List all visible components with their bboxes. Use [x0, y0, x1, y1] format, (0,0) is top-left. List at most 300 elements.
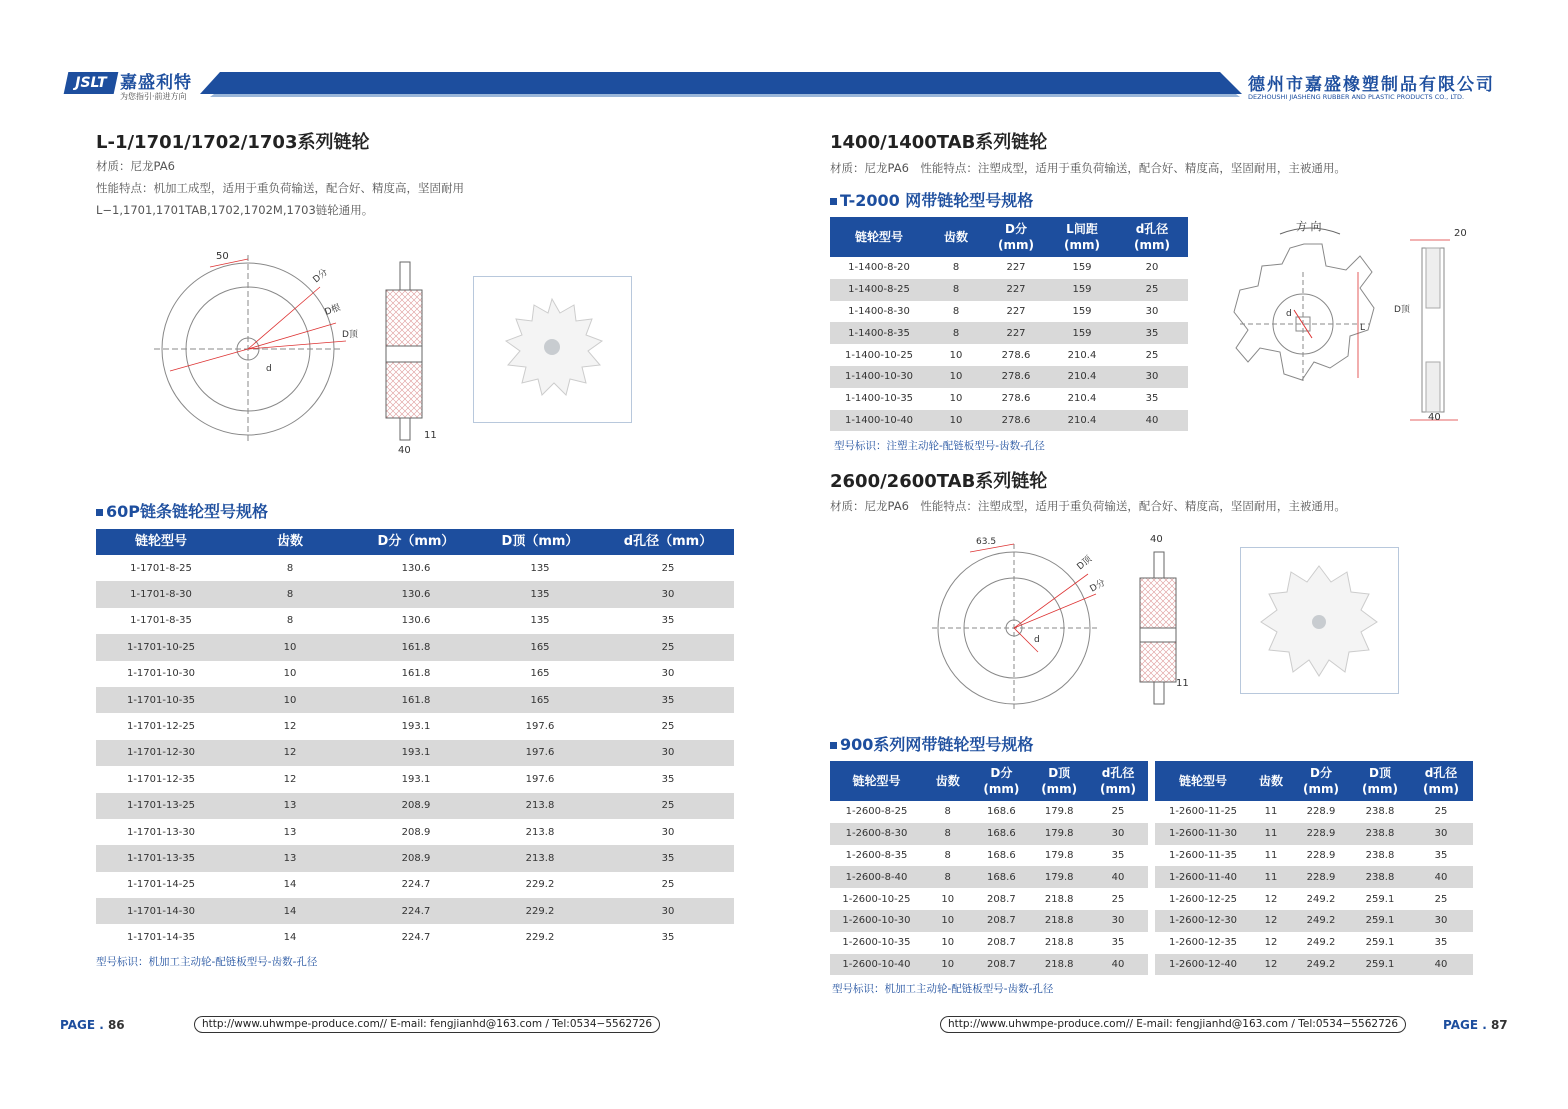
table-cell: 135 [530, 615, 550, 627]
table-cell: 30 [1409, 823, 1473, 845]
table-cell: 1-1400-10-25 [844, 349, 914, 361]
th-model: 链轮型号 [830, 761, 923, 801]
table-cell: 197.6 [525, 773, 555, 785]
company-name-en: DEZHOUSHI JIASHENG RUBBER AND PLASTIC PRODUCTS CO., LTD. [1248, 93, 1465, 101]
table-cell: 249.2 [1291, 954, 1351, 976]
table-cell: 14 [283, 879, 297, 891]
table-row [96, 608, 734, 634]
table-cell: 25 [661, 562, 675, 574]
table-cell: 168.6 [972, 866, 1030, 888]
table-cell: 35 [1145, 393, 1159, 405]
table-cell: 1-1400-10-35 [844, 393, 914, 405]
table-row [830, 388, 1188, 410]
table-cell: 13 [283, 826, 297, 838]
th-model: 链轮型号 [1155, 761, 1251, 801]
table-row [830, 823, 1148, 845]
dim-dfen: D分 [311, 267, 331, 286]
table-cell: 10 [923, 954, 973, 976]
table-cell: 165 [478, 687, 602, 713]
dim-direction: 方 向 [1296, 220, 1322, 233]
sprocket-2600-front-drawing [928, 530, 1124, 710]
footer-contact-right[interactable]: http://www.uhwmpe-produce.com// E-mail: fengjianhd@163.com / Tel:0534−5562726 [940, 1016, 1406, 1033]
dim-dfen: D分 [1088, 577, 1108, 595]
table-cell: 278.6 [1001, 393, 1031, 405]
table-cell: 35 [1434, 849, 1448, 861]
right-section-title-1400: 1400/1400TAB系列链轮 [830, 132, 1048, 153]
table-cell: 25 [602, 634, 734, 660]
table-cell: 278.6 [1001, 349, 1031, 361]
table-cell: 208.7 [987, 893, 1016, 905]
table-cell: 210.4 [1048, 410, 1116, 432]
dim-d: d [266, 364, 272, 374]
table-cell: 1-2600-10-40 [830, 954, 923, 976]
table-cell: 259.1 [1365, 937, 1395, 949]
th-model: 链轮型号 [96, 529, 226, 555]
table-row [1155, 910, 1473, 932]
table-cell: 1-1701-14-35 [126, 932, 196, 944]
sprocket-2600-side-drawing [1130, 532, 1194, 708]
table-cell: 135 [530, 562, 550, 574]
table-cell: 35 [1434, 937, 1448, 949]
table-cell: 249.2 [1306, 937, 1336, 949]
th-teeth: 齿数 [923, 761, 973, 801]
th-dfen: D分 (mm) [1291, 761, 1351, 801]
right-desc-1400: 材质：尼龙PA6 性能特点：注塑成型，适用于重负荷输送，配合好、精度高，坚固耐用，主被通用。 [830, 161, 1346, 175]
table-row [96, 924, 734, 950]
table-cell: 1-2600-8-25 [845, 806, 908, 818]
table-cell: 35 [602, 845, 734, 871]
table-cell: 1-2600-12-30 [1155, 910, 1251, 932]
table-cell: 249.2 [1306, 893, 1336, 905]
th-bore: d孔径 (mm) [1116, 217, 1188, 257]
table-cell: 1-1701-12-35 [126, 773, 196, 785]
dim-dding: D顶 [1394, 305, 1410, 315]
table-row [1155, 888, 1473, 910]
table-cell: 161.8 [354, 634, 478, 660]
table-row [1155, 801, 1473, 823]
table-cell: 210.4 [1067, 349, 1097, 361]
table-cell: 13 [226, 793, 354, 819]
table-cell: 159 [1072, 262, 1092, 274]
table-cell: 179.8 [1044, 806, 1074, 818]
company-logo: JSLT [64, 72, 119, 94]
table-cell: 25 [602, 793, 734, 819]
table-cell: 208.9 [354, 793, 478, 819]
table-cell: 35 [661, 773, 675, 785]
table-60p-sprocket [96, 529, 734, 951]
table-cell: 11 [1264, 806, 1278, 818]
table-cell: 165 [478, 634, 602, 660]
th-dding: D顶 (mm) [1030, 761, 1088, 801]
table-cell: 1-1701-12-25 [126, 721, 196, 733]
table-cell: 1-1701-10-35 [96, 687, 226, 713]
table-cell: 218.8 [1030, 954, 1088, 976]
table-cell: 218.8 [1044, 893, 1074, 905]
table-cell: 1-2600-8-40 [830, 866, 923, 888]
table-cell: 227 [984, 279, 1048, 301]
table-cell: 229.2 [525, 879, 555, 891]
table-cell: 35 [661, 615, 675, 627]
table-cell: 1-1400-8-30 [848, 305, 910, 317]
th-lspacing: L间距 (mm) [1048, 217, 1116, 257]
table-cell: 8 [928, 279, 984, 301]
table-cell: 179.8 [1030, 866, 1088, 888]
left-section-title: L-1/1701/1702/1703系列链轮 [96, 132, 370, 153]
table-900-sprocket-b [1155, 761, 1473, 975]
th-bore: d孔径 (mm) [1088, 761, 1148, 801]
right-caption-1400: 型号标识：注塑主动轮-配链板型号-齿数-孔径 [834, 440, 1045, 452]
table-cell: 224.7 [401, 932, 431, 944]
th-teeth: 齿数 [928, 217, 984, 257]
table-row [96, 793, 734, 819]
table-cell: 135 [478, 581, 602, 607]
table-cell: 130.6 [401, 615, 431, 627]
th-teeth: 齿数 [1251, 761, 1291, 801]
table-cell: 10 [226, 634, 354, 660]
table-cell: 1-1400-10-40 [830, 410, 928, 432]
table-cell: 1-2600-12-35 [1168, 937, 1238, 949]
sprocket-1400-drawing [1210, 212, 1480, 430]
table-cell: 12 [1264, 893, 1278, 905]
table-cell: 259.1 [1351, 910, 1409, 932]
table-row [830, 257, 1188, 279]
sprocket-1701-front-drawing [150, 245, 370, 455]
table-row [830, 301, 1188, 323]
table-cell: 35 [1116, 322, 1188, 344]
table-cell: 278.6 [984, 410, 1048, 432]
table-cell: 8 [226, 581, 354, 607]
table-cell: 168.6 [987, 849, 1016, 861]
table-cell: 25 [1111, 806, 1125, 818]
table-cell: 30 [602, 740, 734, 766]
footer-contact-left[interactable]: http://www.uhwmpe-produce.com// E-mail: fengjianhd@163.com / Tel:0534−5562726 [194, 1016, 660, 1033]
table-cell: 8 [923, 823, 973, 845]
table-cell: 238.8 [1365, 849, 1395, 861]
brand-slogan: 为您指引·前进方向 [120, 92, 187, 101]
table-cell: 249.2 [1291, 910, 1351, 932]
dim-63-5: 63.5 [976, 537, 997, 547]
table-cell: 227 [984, 322, 1048, 344]
table-cell: 1-1400-8-35 [830, 322, 928, 344]
table-cell: 20 [1145, 262, 1159, 274]
table-cell: 10 [941, 893, 955, 905]
table-row [1155, 845, 1473, 867]
table-cell: 11 [1251, 823, 1291, 845]
dim-d: d [1034, 635, 1040, 645]
table-cell: 193.1 [401, 721, 431, 733]
table-row [96, 898, 734, 924]
table-cell: 10 [928, 410, 984, 432]
table-cell: 30 [1116, 366, 1188, 388]
table-cell: 213.8 [478, 793, 602, 819]
table-cell: 40 [1409, 954, 1473, 976]
left-features: 性能特点：机加工成型，适用于重负荷输送，配合好、精度高，坚固耐用 [96, 181, 464, 195]
table-row [96, 661, 734, 687]
brand-name: 嘉盛利特 [120, 73, 192, 93]
page-number-left: PAGE . 86 [60, 1018, 125, 1032]
table-cell: 238.8 [1351, 823, 1409, 845]
table-row [96, 555, 734, 581]
table-t2000-sprocket [830, 217, 1188, 431]
table-row [96, 581, 734, 607]
table-row [96, 819, 734, 845]
table-row [96, 872, 734, 898]
dim-d: d [1286, 309, 1292, 319]
table-cell: 12 [1251, 954, 1291, 976]
table-cell: 1-2600-11-40 [1155, 866, 1251, 888]
table-cell: 8 [944, 806, 951, 818]
table-cell: 259.1 [1351, 954, 1409, 976]
dim-l: L [1360, 323, 1366, 333]
table-row [830, 932, 1148, 954]
table-row [96, 713, 734, 739]
table-row [830, 910, 1148, 932]
table-cell: 30 [661, 826, 675, 838]
table-row [830, 366, 1188, 388]
table-cell: 30 [602, 898, 734, 924]
table-cell: 1-1701-13-25 [96, 793, 226, 819]
table-cell: 10 [949, 393, 963, 405]
table-cell: 25 [661, 879, 675, 891]
table-cell: 224.7 [401, 879, 431, 891]
table-cell: 40 [1088, 954, 1148, 976]
sprocket-1701-side-drawing [378, 258, 448, 458]
table-cell: 25 [1111, 893, 1125, 905]
table-cell: 11 [1251, 866, 1291, 888]
table-cell: 1-1400-10-30 [830, 366, 928, 388]
dim-dding: D顶 [342, 330, 358, 340]
table-row [1155, 932, 1473, 954]
table-cell: 40 [1088, 866, 1148, 888]
table-cell: 8 [286, 562, 294, 574]
table-cell: 25 [661, 721, 675, 733]
table-cell: 229.2 [525, 932, 555, 944]
th-dfen: D分 (mm) [972, 761, 1030, 801]
table-cell: 228.9 [1306, 849, 1336, 861]
company-name-cn: 德州市嘉盛橡塑制品有限公司 [1248, 75, 1495, 95]
table-row [830, 322, 1188, 344]
table-cell: 193.1 [354, 740, 478, 766]
table-cell: 179.8 [1044, 849, 1074, 861]
dim-11: 11 [424, 430, 437, 441]
table-900-sprocket-a [830, 761, 1148, 975]
table-cell: 228.9 [1306, 806, 1336, 818]
table-cell: 10 [928, 366, 984, 388]
table-cell: 1-2600-8-30 [830, 823, 923, 845]
th-bore: d孔径（mm） [602, 529, 734, 555]
table-cell: 1-1701-10-25 [96, 634, 226, 660]
right-section-title-2600: 2600/2600TAB系列链轮 [830, 471, 1048, 492]
table-row [1155, 954, 1473, 976]
table-cell: 197.6 [525, 721, 555, 733]
table-cell: 12 [283, 773, 297, 785]
table-cell: 238.8 [1365, 806, 1395, 818]
table-cell: 229.2 [478, 898, 602, 924]
table-cell: 213.8 [525, 826, 555, 838]
table-cell: 218.8 [1030, 910, 1088, 932]
dim-dding: D顶 [1075, 554, 1095, 573]
table-cell: 1-2600-11-35 [1168, 849, 1238, 861]
table-row [830, 866, 1148, 888]
table-cell: 1-1400-8-25 [830, 279, 928, 301]
table-cell: 168.6 [987, 806, 1016, 818]
table-cell: 208.9 [354, 845, 478, 871]
table-t2000-title: T-2000 网带链轮型号规格 [830, 188, 1033, 211]
table-cell: 8 [952, 262, 960, 274]
table-cell: 14 [226, 898, 354, 924]
table-cell: 1-1701-13-30 [126, 826, 196, 838]
table-cell: 30 [661, 668, 675, 680]
sprocket-1701-photo [473, 276, 632, 423]
table-cell: 210.4 [1048, 366, 1116, 388]
th-model: 链轮型号 [830, 217, 928, 257]
table-cell: 12 [1251, 910, 1291, 932]
table-cell: 30 [1409, 910, 1473, 932]
table-cell: 1-2600-12-25 [1168, 893, 1238, 905]
table-cell: 159 [1048, 322, 1116, 344]
table-row [830, 410, 1188, 432]
table-row [96, 634, 734, 660]
table-cell: 1-2600-12-40 [1155, 954, 1251, 976]
dim-40: 40 [1150, 534, 1163, 545]
table-cell: 208.7 [972, 954, 1030, 976]
table-cell: 8 [944, 849, 951, 861]
dim-dgen: D根 [323, 302, 343, 318]
dim-40: 40 [1428, 412, 1441, 423]
table-cell: 35 [1111, 937, 1125, 949]
table-cell: 35 [602, 687, 734, 713]
table-row [830, 279, 1188, 301]
table-cell: 10 [283, 668, 297, 680]
table-cell: 159 [1048, 279, 1116, 301]
th-dding: D顶（mm） [478, 529, 602, 555]
table-cell: 10 [226, 687, 354, 713]
table-cell: 193.1 [401, 773, 431, 785]
th-dfen: D分（mm） [354, 529, 478, 555]
table-cell: 1-1701-8-25 [130, 562, 192, 574]
table-row [96, 740, 734, 766]
table-cell: 227 [1006, 305, 1026, 317]
table-cell: 1-1701-14-30 [96, 898, 226, 924]
table-cell: 25 [1145, 349, 1159, 361]
th-dding: D顶 (mm) [1351, 761, 1409, 801]
table-row [830, 344, 1188, 366]
table-cell: 30 [1145, 305, 1159, 317]
table-cell: 1-2600-10-35 [842, 937, 911, 949]
table-row [830, 801, 1148, 823]
table-cell: 1-2600-8-35 [845, 849, 908, 861]
table-cell: 30 [602, 581, 734, 607]
left-caption: 型号标识：机加工主动轮-配链板型号-齿数-孔径 [96, 956, 318, 968]
left-material: 材质：尼龙PA6 [96, 159, 175, 173]
table-cell: 238.8 [1351, 866, 1409, 888]
table-row [830, 888, 1148, 910]
table-row [96, 687, 734, 713]
table-cell: 197.6 [478, 740, 602, 766]
dim-20: 20 [1454, 228, 1467, 239]
table-cell: 1-2600-11-30 [1155, 823, 1251, 845]
right-caption-900: 型号标识：机加工主动轮-配链板型号-齿数-孔径 [832, 983, 1054, 995]
right-desc-2600: 材质：尼龙PA6 性能特点：注塑成型，适用于重负荷输送，配合好、精度高，坚固耐用，主被通用。 [830, 499, 1346, 513]
table-row [1155, 866, 1473, 888]
dim-40: 40 [398, 445, 411, 456]
table-cell: 278.6 [984, 366, 1048, 388]
table-900-title: 900系列网带链轮型号规格 [830, 732, 1033, 755]
table-cell: 227 [1006, 262, 1026, 274]
table-60p-title: 60P链条链轮型号规格 [96, 499, 268, 522]
table-cell: 159 [1072, 305, 1092, 317]
table-cell: 224.7 [354, 898, 478, 924]
table-cell: 35 [1111, 849, 1125, 861]
table-cell: 228.9 [1291, 866, 1351, 888]
table-row [830, 845, 1148, 867]
table-cell: 213.8 [478, 845, 602, 871]
table-row [96, 766, 734, 792]
table-cell: 40 [1409, 866, 1473, 888]
table-cell: 218.8 [1044, 937, 1074, 949]
table-cell: 8 [928, 322, 984, 344]
table-cell: 208.7 [987, 937, 1016, 949]
table-cell: 161.8 [354, 687, 478, 713]
table-cell: 35 [661, 932, 675, 944]
table-cell: 168.6 [972, 823, 1030, 845]
table-cell: 1-2600-11-25 [1168, 806, 1238, 818]
table-cell: 10 [923, 910, 973, 932]
table-cell: 12 [283, 721, 297, 733]
table-cell: 8 [952, 305, 960, 317]
th-bore: d孔径 (mm) [1409, 761, 1473, 801]
table-cell: 13 [226, 845, 354, 871]
table-cell: 259.1 [1365, 893, 1395, 905]
table-cell: 1-2600-10-25 [842, 893, 911, 905]
table-cell: 1-1701-12-30 [96, 740, 226, 766]
table-cell: 165 [530, 668, 550, 680]
sprocket-2600-photo [1240, 547, 1399, 694]
left-applies: L−1,1701,1701TAB,1702,1702M,1703链轮通用。 [96, 203, 374, 217]
table-cell: 25 [1116, 279, 1188, 301]
table-cell: 1-2600-10-30 [830, 910, 923, 932]
table-cell: 1-1701-14-25 [126, 879, 196, 891]
table-cell: 1-1701-8-35 [130, 615, 192, 627]
header-banner [200, 72, 1245, 98]
th-teeth: 齿数 [226, 529, 354, 555]
dim-11: 11 [1176, 678, 1189, 689]
table-cell: 161.8 [401, 668, 431, 680]
table-cell: 1-1701-13-35 [96, 845, 226, 871]
table-cell: 1-1701-8-30 [96, 581, 226, 607]
table-cell: 8 [286, 615, 294, 627]
table-cell: 12 [226, 740, 354, 766]
table-cell: 30 [1088, 823, 1148, 845]
table-cell: 10 [941, 937, 955, 949]
table-row [1155, 823, 1473, 845]
table-cell: 10 [949, 349, 963, 361]
table-cell: 8 [923, 866, 973, 888]
table-cell: 228.9 [1291, 823, 1351, 845]
table-cell: 40 [1116, 410, 1188, 432]
table-cell: 30 [1088, 910, 1148, 932]
dim-50: 50 [216, 251, 229, 262]
page-number-right: PAGE . 87 [1443, 1018, 1508, 1032]
table-cell: 25 [1434, 893, 1448, 905]
table-cell: 12 [1264, 937, 1278, 949]
table-cell: 208.7 [972, 910, 1030, 932]
table-cell: 25 [1434, 806, 1448, 818]
table-cell: 130.6 [401, 562, 431, 574]
table-cell: 11 [1264, 849, 1278, 861]
table-row [830, 954, 1148, 976]
table-cell: 179.8 [1030, 823, 1088, 845]
